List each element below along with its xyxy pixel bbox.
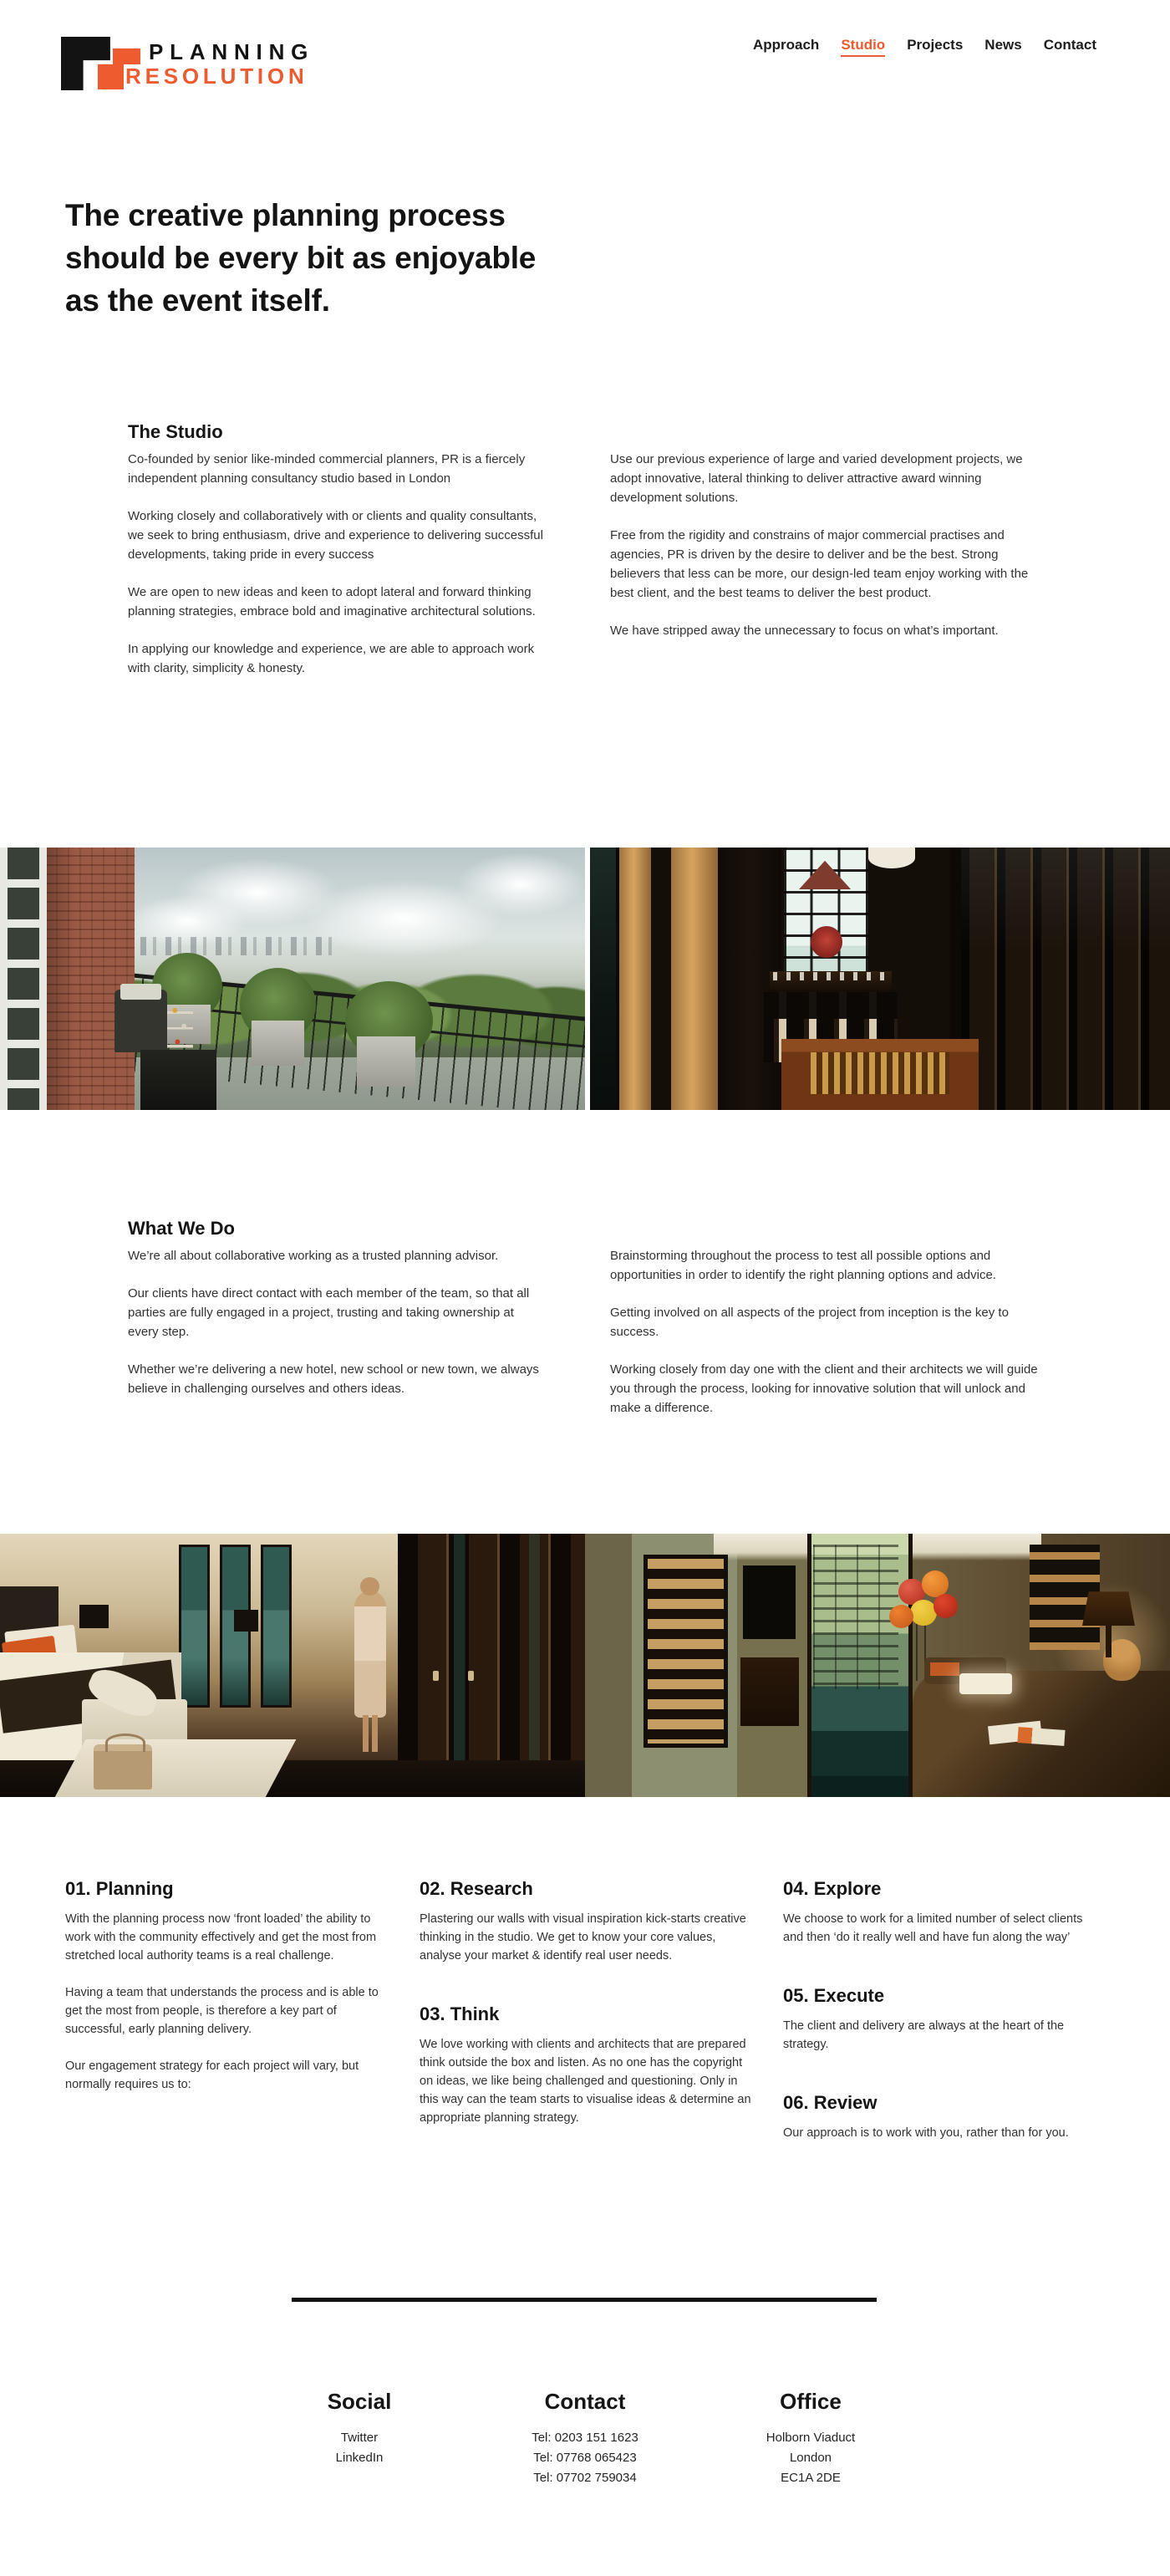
woman-head	[360, 1577, 379, 1596]
service-block-planning	[65, 1878, 381, 2094]
services-column-3	[783, 1878, 1086, 2181]
service-block-think	[420, 2003, 754, 2127]
hotel-bedroom-balloons-photo	[585, 1534, 1170, 1797]
stone-planter	[252, 1021, 304, 1065]
service-block-execute	[783, 1985, 1086, 2054]
service-paragraph: Our approach is to work with you, rather than for you.	[783, 2126, 1069, 2140]
dark-wardrobe	[398, 1534, 585, 1797]
hotel-bedroom-woman-photo	[0, 1534, 585, 1797]
curtain	[619, 848, 651, 1110]
studio-right-column	[610, 450, 1038, 659]
terrace-park-view-photo	[0, 848, 585, 1110]
studio-paragraph: Working closely and collaboratively with or clients and quality consultants, we seek to bring enthusiasm, drive and experience to delivering successful developments, taking pride in every success	[128, 509, 543, 562]
dining-room-backgammon-photo	[590, 848, 1170, 1110]
magazine	[1017, 1727, 1065, 1746]
logo-orange-square-big-icon	[98, 64, 124, 89]
services-column-2	[420, 1878, 754, 2166]
service-block-research	[420, 1878, 754, 1965]
balloon-string	[916, 1623, 918, 1681]
footer-office-column	[705, 2389, 917, 2488]
service-paragraph: Our engagement strategy for each project will vary, but normally requires us to:	[65, 2059, 359, 2091]
studio-left-column	[128, 450, 544, 696]
service-paragraph: We choose to work for a limited number of select clients and then ‘do it really well and have fun along the way’	[783, 1912, 1083, 1944]
orange-pillow	[930, 1662, 959, 1676]
bedside-lamp	[79, 1605, 109, 1628]
service-title: 04. Explore	[783, 1878, 882, 1899]
what-we-do-left-column	[128, 1246, 544, 1417]
tea-table	[140, 1050, 216, 1110]
door-handle	[468, 1671, 474, 1682]
office-address-line: EC1A 2DE	[781, 2471, 841, 2485]
logo-orange-square-small-icon	[113, 48, 140, 64]
backgammon-board	[811, 1052, 950, 1094]
service-title: 01. Planning	[65, 1878, 174, 1899]
orange-balloon	[922, 1571, 949, 1597]
nav-item-approach[interactable]: Approach	[752, 37, 820, 53]
services-column-1	[65, 1878, 381, 2132]
teal-window	[179, 1545, 211, 1708]
phone-number: Tel: 07702 759034	[533, 2471, 637, 2485]
cloud	[456, 853, 585, 915]
what-we-do-paragraph: We’re all about collaborative working as a trusted planning advisor.	[128, 1249, 499, 1263]
logo-wordmark-planning[interactable]: PLANNING	[149, 39, 315, 64]
teal-window	[261, 1545, 292, 1708]
hallway-window-grid	[813, 1545, 898, 1689]
bag-handle	[105, 1733, 145, 1752]
service-title: 06. Review	[783, 2092, 878, 2113]
hero-line: should be every bit as enjoyable	[65, 241, 537, 275]
what-we-do-paragraph: Getting involved on all aspects of the project from inception is the key to success.	[610, 1306, 1009, 1339]
studio-paragraph: We have stripped away the unnecessary to focus on what’s important.	[610, 624, 999, 638]
door-handle	[433, 1671, 439, 1682]
hero-line: as the event itself.	[65, 283, 330, 318]
service-paragraph: With the planning process now ‘front loaded’ the ability to work with the community effectively and get the most from stretched local authority teams is a real challenge.	[65, 1912, 377, 1963]
phone-number: Tel: 0203 151 1623	[532, 2431, 638, 2445]
service-paragraph: The client and delivery are always at the heart of the strategy.	[783, 2019, 1065, 2051]
linkedin-link[interactable]: LinkedIn	[335, 2451, 384, 2465]
service-paragraph: Having a team that understands the process and is able to get the most from people, is therefore a key part of successful, early planning delivery.	[65, 1986, 379, 2036]
stone-planter	[357, 1036, 415, 1087]
logo-wordmark-resolution[interactable]: RESOLUTION	[125, 64, 308, 89]
wood-panel-wall	[961, 848, 1170, 1110]
service-title: 02. Research	[420, 1878, 533, 1899]
footer-office-title: Office	[780, 2389, 842, 2414]
dark-cabinet	[740, 1657, 799, 1726]
service-title: 05. Execute	[783, 1985, 885, 2006]
what-we-do-paragraph: Working closely from day one with the client and their architects we will guide you through the process, looking for innovative solution that will unlock and make a difference.	[610, 1362, 1038, 1415]
bedside-lamp	[234, 1610, 258, 1631]
gallery-band-2	[0, 1534, 1170, 1797]
framed-art-strips	[644, 1555, 728, 1748]
service-paragraph: Plastering our walls with visual inspiration kick-starts creative thinking in the studio. We get to know your core values, analyse your market & identify real user needs.	[420, 1912, 746, 1963]
studio-section-title: The Studio	[128, 421, 223, 443]
hero-line: The creative planning process	[65, 198, 506, 232]
table-lamp-stem	[1106, 1626, 1112, 1657]
glass-wall	[590, 848, 616, 1110]
white-towel	[959, 1673, 1012, 1694]
service-block-review	[783, 2092, 1086, 2142]
main-nav	[753, 37, 1096, 57]
woman-in-dress	[354, 1591, 387, 1718]
service-block-explore	[783, 1878, 1086, 1947]
yellow-balloon	[910, 1600, 937, 1627]
studio-paragraph: Use our previous experience of large and varied development projects, we adopt innovative, lateral thinking to deliver attractive award winning development solutions.	[610, 452, 1023, 505]
studio-paragraph: Co-founded by senior like-minded commercial planners, PR is a fiercely independent planning consultancy studio based in London	[128, 452, 526, 486]
curtain	[671, 848, 718, 1110]
place-settings	[773, 972, 889, 980]
what-we-do-right-column	[610, 1246, 1038, 1436]
phone-number: Tel: 07768 065423	[533, 2451, 637, 2465]
cake-stand	[167, 1005, 194, 1052]
what-we-do-section-title: What We Do	[128, 1218, 235, 1240]
service-title: 03. Think	[420, 2003, 500, 2024]
pendant-lamp	[868, 848, 915, 868]
hero-headline	[65, 194, 536, 322]
office-address-line: Holborn Viaduct	[766, 2431, 856, 2445]
footer-social-column	[276, 2389, 443, 2468]
nav-item-studio[interactable]: Studio	[841, 37, 885, 57]
brick-wall	[44, 848, 135, 1110]
what-we-do-paragraph: Brainstorming throughout the process to test all possible options and opportunities in order to identify the right planning options and advice.	[610, 1249, 996, 1282]
footer-contact-title: Contact	[544, 2389, 626, 2414]
woman-legs	[363, 1715, 378, 1752]
studio-paragraph: Free from the rigidity and constrains of major commercial practises and agencies, PR is driven by the desire to deliver and be the best. Strong believers that less can be more, our design-led team enjoy working with the best client, and the best teams to deliver the best product.	[610, 528, 1029, 600]
table-lamp-shade	[1082, 1591, 1135, 1626]
window-frame	[0, 848, 47, 1110]
cream-rug	[55, 1739, 297, 1797]
what-we-do-paragraph: Our clients have direct contact with each member of the team, so that all parties are fully engaged in a project, trusting and taking ownership at every step.	[128, 1286, 530, 1339]
what-we-do-paragraph: Whether we’re delivering a new hotel, new school or new town, we always believe in challenging ourselves and others ideas.	[128, 1362, 539, 1396]
footer-divider	[292, 2298, 877, 2302]
footer-social-title: Social	[327, 2389, 392, 2414]
sofa-cushion	[120, 984, 161, 1000]
nav-item-news[interactable]: News	[984, 37, 1022, 53]
studio-paragraph: In applying our knowledge and experience, we are able to approach work with clarity, simplicity & honesty.	[128, 642, 535, 675]
gallery-band-1	[0, 848, 1170, 1110]
office-address-line: London	[789, 2451, 832, 2465]
twitter-link[interactable]: Twitter	[340, 2431, 379, 2445]
flower-centerpiece	[811, 926, 842, 958]
studio-paragraph: We are open to new ideas and keen to adopt lateral and forward thinking planning strategies, embrace bold and imaginative architectural solutions.	[128, 585, 536, 619]
wall-tv	[743, 1565, 796, 1639]
footer-contact-column	[474, 2389, 696, 2488]
service-paragraph: We love working with clients and architects that are prepared think outside the box and listen. As no one has the copyright on ideas, we like being challenged and questioning. Only in this way can the team starts to visualise ideas & determine an appropriate planning strategy.	[420, 2038, 751, 2125]
red-balloon	[933, 1594, 958, 1617]
nav-item-contact[interactable]: Contact	[1043, 37, 1096, 53]
nav-item-projects[interactable]: Projects	[907, 37, 964, 53]
